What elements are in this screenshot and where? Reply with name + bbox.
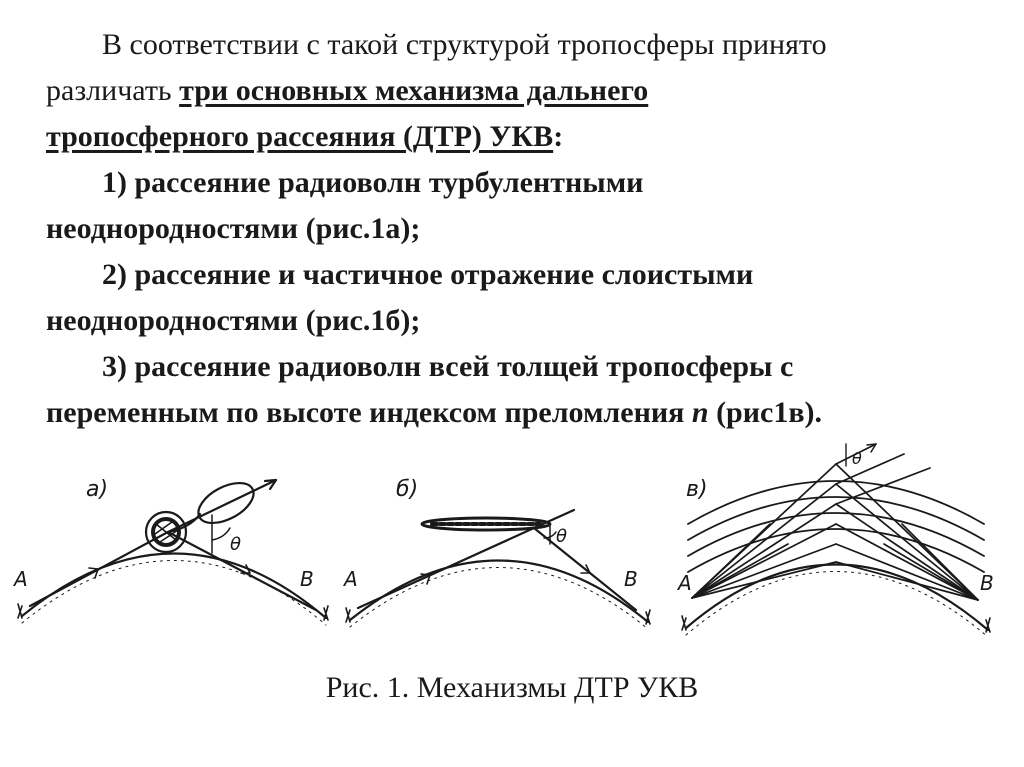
- figure-c-angle: θ: [852, 449, 862, 468]
- intro-lead: различать: [46, 74, 180, 107]
- item-3-line-2-text: переменным по высоте индексом преломления: [46, 396, 692, 429]
- refraction-index-var: n: [691, 396, 709, 429]
- earth-hatch-b: [350, 567, 648, 629]
- ray-a-up: [30, 532, 168, 606]
- refraction-layers: [688, 481, 984, 572]
- figure-c: [682, 444, 990, 637]
- figure-c-tag: в): [686, 477, 708, 502]
- item-2-line-2: неоднородностями (рис.1б);: [46, 304, 421, 337]
- item-1-line-2: неоднородностями (рис.1а);: [46, 212, 421, 245]
- figure-b-angle: θ: [556, 526, 568, 547]
- intro-line-1: В соответствии с такой структурой тропосферы принято: [102, 28, 827, 61]
- figure-c-label-left: А: [678, 571, 692, 595]
- item-1-line-1: 1) рассеяние радиоволн турбулентными: [102, 166, 644, 199]
- station-a-mark-a: [18, 604, 22, 618]
- item-3-line-1: 3) рассеяние радиоволн всей толщей тропосферы с: [102, 350, 794, 383]
- figure-b: [346, 510, 650, 629]
- mechanisms-highlight-2: тропосферного рассеяния (ДТР) УКВ: [46, 120, 554, 153]
- scatter-rays: [692, 444, 978, 600]
- figure-a-label-right: В: [300, 567, 314, 591]
- mechanisms-highlight-1: три основных механизма дальнего: [179, 74, 649, 107]
- figure-a-tag: а): [86, 477, 109, 502]
- earth-hatch-a: [22, 560, 326, 625]
- angle-arc-a: [212, 528, 230, 540]
- figure-b-tag: б): [396, 477, 419, 502]
- station-a-mark-b: [346, 608, 350, 622]
- figure-a-angle: θ: [230, 534, 242, 555]
- ray-b-up: [358, 528, 534, 608]
- figure-a: [18, 475, 328, 625]
- mechanisms-diagram: [0, 440, 1024, 670]
- figure-caption: Рис. 1. Механизмы ДТР УКВ: [325, 671, 699, 704]
- slide-text: [46, 22, 1006, 436]
- earth-surface-c: [686, 564, 988, 630]
- colon: :: [553, 120, 564, 153]
- intro-line-3: [46, 114, 1006, 160]
- intro-line-2: [46, 68, 1006, 114]
- figure-b-label-left: А: [344, 567, 358, 591]
- figures-area: [0, 440, 1024, 670]
- figure-b-label-right: В: [624, 567, 638, 591]
- item-3-line-2-end: (рис1в).: [708, 396, 823, 429]
- item-3-line-2: [46, 390, 1006, 436]
- figure-a-label-left: А: [14, 567, 28, 591]
- item-2-line-1: 2) рассеяние и частичное отражение слоистыми: [102, 258, 754, 291]
- figure-c-label-right: В: [980, 571, 994, 595]
- ray-a-down: [168, 532, 316, 610]
- station-a-mark-c: [682, 616, 686, 630]
